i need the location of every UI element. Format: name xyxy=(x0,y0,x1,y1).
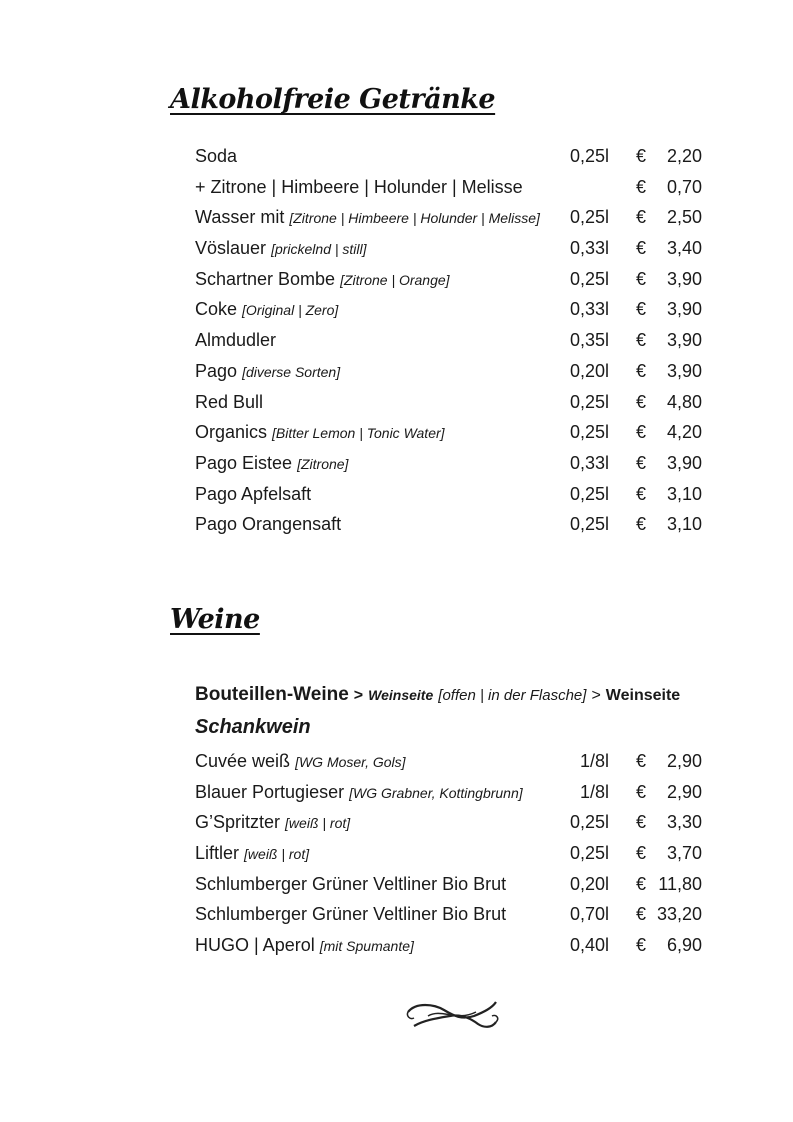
menu-item-row xyxy=(195,387,702,418)
item-price: 3,40 xyxy=(666,238,702,259)
arrow-marker: > xyxy=(353,687,364,704)
menu-item-row xyxy=(195,233,702,264)
section-title-nonalcoholic: Alkoholfreie Getränke xyxy=(170,84,496,115)
item-name: Wasser mit xyxy=(195,207,285,228)
item-name-line xyxy=(195,777,523,809)
item-volume: 0,25l xyxy=(569,812,609,833)
currency-symbol: € xyxy=(636,483,647,504)
item-name: Organics xyxy=(195,422,268,443)
bottle-wines-label: Bouteillen-Weine xyxy=(195,684,349,705)
currency-symbol: € xyxy=(636,146,647,166)
item-name-line xyxy=(195,264,450,296)
menu-item-row xyxy=(195,325,702,356)
item-name-line xyxy=(195,930,414,962)
item-price: 2,50 xyxy=(666,207,702,228)
item-price: 4,80 xyxy=(666,391,702,412)
item-price: 3,90 xyxy=(666,452,702,473)
item-volume: 0,70l xyxy=(569,904,609,925)
bottle-wines-line xyxy=(195,684,680,706)
menu-item-row xyxy=(195,417,702,448)
item-name-line xyxy=(195,899,506,930)
item-name-line xyxy=(195,838,309,870)
item-volume: 0,25l xyxy=(569,146,609,166)
currency-symbol: € xyxy=(636,422,647,443)
item-price: 3,90 xyxy=(666,268,702,289)
item-price: 4,20 xyxy=(666,422,702,443)
item-price: 2,90 xyxy=(666,781,702,802)
menu-item-row xyxy=(195,448,702,479)
menu-item-row xyxy=(195,899,702,930)
menu-item-row xyxy=(195,294,702,325)
item-note: [Bitter Lemon | Tonic Water] xyxy=(272,425,445,442)
item-volume: 0,25l xyxy=(569,422,609,443)
currency-symbol: € xyxy=(636,781,647,802)
item-note: [Original | Zero] xyxy=(242,302,339,319)
item-name: Cuvée weiß xyxy=(195,751,291,771)
item-volume: 0,33l xyxy=(569,452,609,473)
currency-symbol: € xyxy=(636,299,647,320)
currency-symbol: € xyxy=(636,391,647,412)
item-price: 6,90 xyxy=(666,935,702,956)
open-bottle-note: [offen | in der Flasche] xyxy=(438,687,587,704)
item-price: 0,70 xyxy=(666,176,702,197)
item-note: [Zitrone | Himbeere | Holunder | Melisse] xyxy=(289,210,540,227)
currency-symbol: € xyxy=(636,360,647,381)
item-name-line xyxy=(195,202,540,234)
flourish-ornament-icon xyxy=(404,998,500,1034)
menu-item-row xyxy=(195,141,702,172)
item-name: Pago xyxy=(195,360,238,381)
item-volume: 0,20l xyxy=(569,873,609,894)
currency-symbol: € xyxy=(636,176,647,197)
currency-symbol: € xyxy=(636,238,647,259)
item-volume: 0,20l xyxy=(569,360,609,381)
item-name: Schartner Bombe xyxy=(195,268,336,289)
item-volume: 0,25l xyxy=(569,268,609,289)
menu-item-row xyxy=(195,838,702,869)
item-note: [diverse Sorten] xyxy=(242,363,341,380)
item-name: Soda xyxy=(195,146,238,166)
currency-symbol: € xyxy=(636,330,647,351)
item-name-line xyxy=(195,417,445,449)
item-volume: 0,35l xyxy=(569,330,609,351)
menu-item-row xyxy=(195,202,702,233)
item-price: 3,90 xyxy=(666,360,702,381)
currency-symbol: € xyxy=(636,843,647,864)
item-name-line xyxy=(195,509,341,540)
item-name-line xyxy=(195,233,367,265)
menu-item-row xyxy=(195,479,702,510)
item-volume: 0,25l xyxy=(569,843,609,864)
item-name: Pago Eistee xyxy=(195,452,293,473)
menu-item-row xyxy=(195,746,702,777)
item-price: 3,30 xyxy=(666,812,702,833)
item-volume: 0,25l xyxy=(569,207,609,228)
currency-symbol: € xyxy=(636,268,647,289)
item-price: 3,90 xyxy=(666,330,702,351)
item-name-line xyxy=(195,807,350,839)
currency-symbol: € xyxy=(636,812,647,833)
item-note: [Zitrone] xyxy=(297,455,349,472)
currency-symbol: € xyxy=(636,514,647,535)
item-note: [weiß | rot] xyxy=(285,815,351,832)
section-title-wines: Weine xyxy=(170,604,260,635)
item-note: [WG Moser, Gols] xyxy=(295,754,406,770)
weinseite-link-small: Weinseite xyxy=(368,687,434,703)
item-name-line xyxy=(195,294,338,326)
item-price: 2,20 xyxy=(666,146,702,166)
item-note: [WG Grabner, Kottingbrunn] xyxy=(349,784,523,801)
item-name: Blauer Portugieser xyxy=(195,781,345,802)
item-volume: 0,40l xyxy=(569,935,609,956)
item-volume: 0,25l xyxy=(569,483,609,504)
item-name: Pago Orangensaft xyxy=(195,514,342,535)
item-name: Schlumberger Grüner Veltliner Bio Brut xyxy=(195,873,507,894)
item-volume: 1/8l xyxy=(579,781,609,802)
item-name-line xyxy=(195,141,237,172)
item-volume: 0,25l xyxy=(569,391,609,412)
item-volume: 0,33l xyxy=(569,299,609,320)
item-name-line xyxy=(195,172,523,203)
schankwein-subheading: Schankwein xyxy=(195,716,311,738)
item-price: 3,90 xyxy=(666,299,702,320)
menu-item-row xyxy=(195,509,702,540)
nonalcoholic-drinks-list xyxy=(195,141,702,540)
item-price: 3,10 xyxy=(666,483,702,504)
item-name: Red Bull xyxy=(195,391,264,412)
item-name: Coke xyxy=(195,299,238,320)
wines-list xyxy=(195,746,702,961)
menu-item-row xyxy=(195,777,702,808)
item-price: 33,20 xyxy=(656,904,702,925)
currency-symbol: € xyxy=(636,751,647,771)
item-price: 3,70 xyxy=(666,843,702,864)
weinseite-link-bold: Weinseite xyxy=(605,687,681,704)
item-name-line xyxy=(195,356,340,388)
currency-symbol: € xyxy=(636,207,647,228)
menu-item-row xyxy=(195,172,702,203)
menu-item-row xyxy=(195,264,702,295)
currency-symbol: € xyxy=(636,873,647,894)
item-volume: 0,25l xyxy=(569,514,609,535)
item-volume: 0,33l xyxy=(569,238,609,259)
item-note: [mit Spumante] xyxy=(319,938,414,955)
item-name: G’Spritzter xyxy=(195,812,281,833)
item-name-line xyxy=(195,869,506,900)
item-name: Almdudler xyxy=(195,330,277,351)
item-name-line xyxy=(195,387,263,418)
currency-symbol: € xyxy=(636,904,647,925)
item-name: + Zitrone | Himbeere | Holunder | Melisse xyxy=(195,176,523,197)
item-name: Vöslauer xyxy=(195,238,267,259)
item-name: Liftler xyxy=(195,843,240,864)
item-name-line xyxy=(195,448,348,480)
arrow-marker: > xyxy=(591,687,601,704)
menu-item-row xyxy=(195,869,702,900)
item-note: [Zitrone | Orange] xyxy=(340,271,450,288)
menu-item-row xyxy=(195,807,702,838)
item-name: Pago Apfelsaft xyxy=(195,483,312,504)
currency-symbol: € xyxy=(636,452,647,473)
item-price: 11,80 xyxy=(658,873,702,894)
item-name-line xyxy=(195,479,311,510)
item-volume: 1/8l xyxy=(579,751,609,771)
item-name: Schlumberger Grüner Veltliner Bio Brut xyxy=(195,904,507,925)
menu-item-row xyxy=(195,930,702,961)
item-name: HUGO | Aperol xyxy=(195,935,315,956)
item-note: [prickelnd | still] xyxy=(271,241,367,258)
item-name-line xyxy=(195,746,406,778)
item-note: [weiß | rot] xyxy=(244,846,310,863)
menu-item-row xyxy=(195,356,702,387)
item-price: 3,10 xyxy=(666,514,702,535)
item-price: 2,90 xyxy=(666,751,702,771)
currency-symbol: € xyxy=(636,935,647,956)
item-name-line xyxy=(195,325,276,356)
